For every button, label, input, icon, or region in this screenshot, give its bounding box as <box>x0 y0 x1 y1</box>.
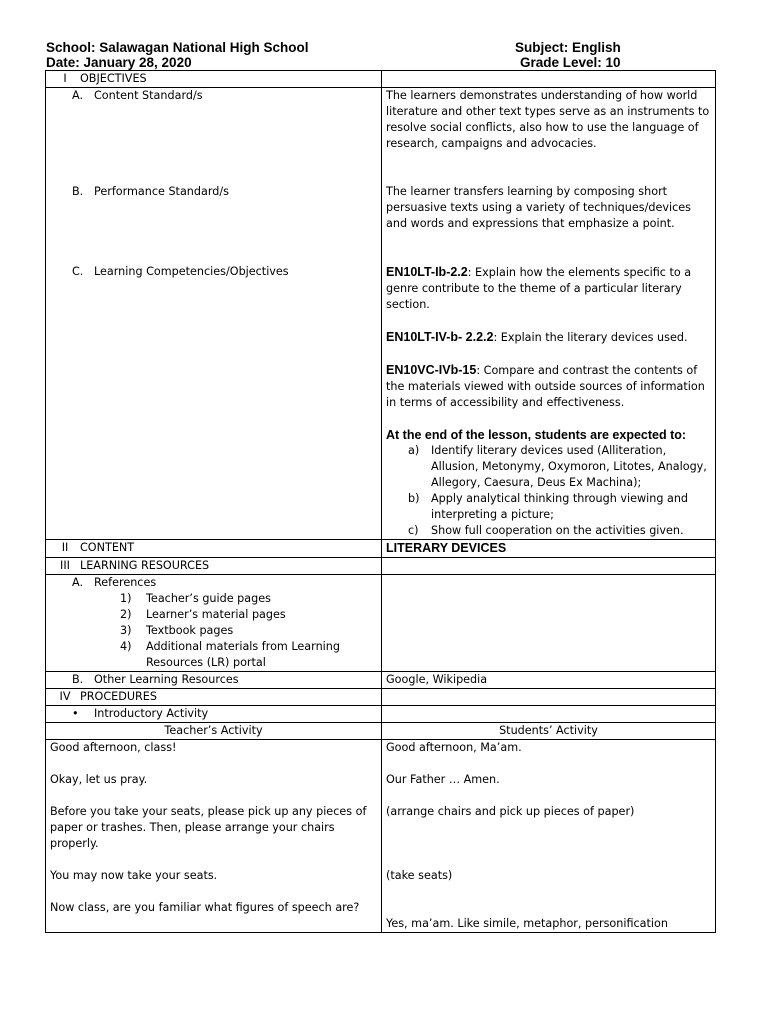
list-item <box>120 591 377 607</box>
teacher-line: Okay, let us pray. <box>50 773 148 786</box>
empty-cell <box>382 71 716 88</box>
competency-text: : Compare and contrast the contents of the materials viewed with outside sources of information in terms of accessibility and effectiveness. <box>386 364 705 409</box>
standards-labels-cell <box>46 88 382 540</box>
list-marker: 3) <box>120 624 132 637</box>
other-resources-label-cell <box>46 672 382 689</box>
references-row <box>46 575 716 672</box>
list-marker: c) <box>408 524 419 537</box>
teacher-line: Now class, are you familiar what figures of speech are? <box>50 901 360 914</box>
competency-2 <box>386 329 711 346</box>
section-number: I <box>63 72 67 85</box>
resources-label-cell <box>46 558 382 575</box>
item-letter: B. <box>72 185 84 198</box>
bullet-icon: • <box>72 707 79 720</box>
procedures-row <box>46 689 716 706</box>
list-text: Identify literary devices used (Alliteration, Allusion, Metonymy, Oxymoron, Litotes, Analogy, Allegory, Caesura, Deus Ex Machina); <box>431 444 707 489</box>
empty-cell <box>382 689 716 706</box>
lesson-date: Date: January 28, 2020 <box>46 55 192 70</box>
list-item <box>120 607 377 623</box>
section-label: PROCEDURES <box>80 690 157 703</box>
list-marker: a) <box>408 444 420 457</box>
other-resources-row <box>46 672 716 689</box>
item-letter: B. <box>72 673 84 686</box>
competency-code: EN10VC-IVb-15 <box>386 363 477 377</box>
section-number: IV <box>59 690 71 703</box>
content-topic: LITERARY DEVICES <box>386 541 507 555</box>
other-resources-label: Other Learning Resources <box>94 673 239 686</box>
list-marker: 2) <box>120 608 132 621</box>
references-list <box>50 591 377 671</box>
standards-content-cell <box>382 88 716 540</box>
student-line: (arrange chairs and pick up pieces of paper) <box>386 805 635 818</box>
subject: Subject: English <box>515 40 621 55</box>
other-resources-value: Google, Wikipedia <box>382 672 716 689</box>
content-value-cell <box>382 540 716 558</box>
list-marker: 1) <box>120 592 132 605</box>
competency-code: EN10LT-Ib-2.2 <box>386 265 468 279</box>
teacher-line: Good afternoon, class! <box>50 741 177 754</box>
list-item <box>408 491 711 523</box>
content-label-cell <box>46 540 382 558</box>
expected-outcomes-list <box>386 443 711 539</box>
competencies-label: Learning Competencies/Objectives <box>94 265 289 278</box>
list-text: Apply analytical thinking through viewing and interpreting a picture; <box>431 492 689 521</box>
teacher-line: Before you take your seats, please pick up any pieces of paper or trashes. Then, please arrange your chairs properly. <box>50 805 367 850</box>
resources-row <box>46 558 716 575</box>
section-label: LEARNING RESOURCES <box>80 559 210 572</box>
performance-standard-text: The learner transfers learning by composing short persuasive texts using a variety of techniques/devices and words and expressions that emphasize a point. <box>386 185 691 230</box>
list-text: Learner’s material pages <box>146 608 286 621</box>
intro-activity-cell <box>46 706 382 723</box>
standards-row <box>46 88 716 540</box>
student-line: Our Father … Amen. <box>386 773 500 786</box>
intro-activity-row <box>46 706 716 723</box>
references-label: References <box>94 576 157 589</box>
expected-outcomes-heading: At the end of the lesson, students are expected to: <box>386 428 687 442</box>
list-marker: b) <box>408 492 420 505</box>
objectives-label-cell <box>46 71 382 88</box>
teacher-line: You may now take your seats. <box>50 869 218 882</box>
references-cell <box>46 575 382 672</box>
teacher-activity-cell <box>46 740 382 933</box>
student-line: (take seats) <box>386 869 453 882</box>
list-text: Show full cooperation on the activities given. <box>431 524 684 537</box>
school-name: School: Salawagan National High School <box>46 40 309 55</box>
performance-standard-label: Performance Standard/s <box>94 185 229 198</box>
empty-cell <box>382 575 716 672</box>
student-activity-cell <box>382 740 716 933</box>
section-number: III <box>60 559 70 572</box>
section-number: II <box>61 541 69 554</box>
student-line: Good afternoon, Ma’am. <box>386 741 522 754</box>
activity-body-row <box>46 740 716 933</box>
empty-cell <box>382 706 716 723</box>
competency-text: : Explain the literary devices used. <box>493 331 688 344</box>
list-item <box>408 443 711 491</box>
competency-1 <box>386 264 711 313</box>
content-row <box>46 540 716 558</box>
grade-level: Grade Level: 10 <box>520 55 621 70</box>
section-label: OBJECTIVES <box>80 72 147 85</box>
list-item <box>120 639 377 671</box>
objectives-row <box>46 71 716 88</box>
list-marker: 4) <box>120 640 132 653</box>
students-activity-header: Students’ Activity <box>382 723 716 740</box>
list-item <box>408 523 711 539</box>
lesson-plan-table <box>45 70 716 933</box>
content-standard-text: The learners demonstrates understanding of how world literature and other text types serve as an instruments to resolve social conflicts, also how to use the language of research, campaigns and advocacies. <box>386 89 710 150</box>
content-standard-label: Content Standard/s <box>94 89 203 102</box>
competency-3 <box>386 362 711 411</box>
student-line: Yes, ma’am. Like simile, metaphor, personification <box>386 917 668 930</box>
list-item <box>120 623 377 639</box>
item-letter: A. <box>72 576 84 589</box>
section-label: CONTENT <box>80 541 135 554</box>
competency-code: EN10LT-IV-b- 2.2.2 <box>386 330 494 344</box>
list-text: Teacher’s guide pages <box>146 592 271 605</box>
procedures-label-cell <box>46 689 382 706</box>
item-letter: A. <box>72 89 84 102</box>
empty-cell <box>382 558 716 575</box>
competency-text: : Explain how the elements specific to a genre contribute to the theme of a particular literary section. <box>386 266 692 311</box>
intro-activity-label: Introductory Activity <box>94 707 209 720</box>
item-letter: C. <box>72 265 84 278</box>
list-text: Additional materials from Learning Resources (LR) portal <box>146 640 340 669</box>
list-text: Textbook pages <box>146 624 234 637</box>
activity-header-row <box>46 723 716 740</box>
teacher-activity-header: Teacher’s Activity <box>46 723 382 740</box>
